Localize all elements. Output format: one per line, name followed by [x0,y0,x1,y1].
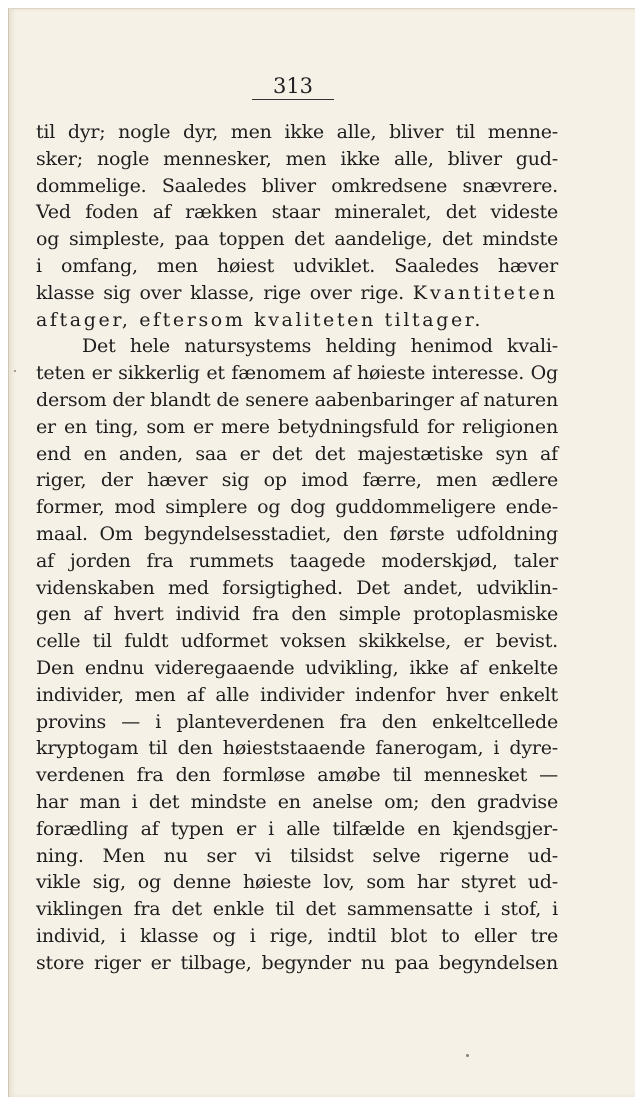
text-line: maal. Om begyndelsesstadiet, den første udfoldning [36,522,558,545]
paper-speck [14,370,16,372]
text-line: former, mod simplere og dog guddommeligere ende- [36,496,558,519]
text-line: og simpleste, paa toppen det aandelige, det mindste [36,228,558,251]
text-line: end en anden, saa er det det majestætiske syn af [36,442,558,465]
paragraph-start-line: Det hele natursystems helding henimod kvali- [82,335,558,358]
text-line: af jorden fra rummets taagede moderskjød, taler [36,549,558,572]
paper-speck [466,1054,469,1057]
text-line: store riger er tilbage, begynder nu paa begyndelsen [36,951,558,974]
text-line: teten er sikkerlig et fænomem af høieste interesse. Og [36,362,558,385]
text-line: ning. Men nu ser vi tilsidst selve rigerne ud- [36,844,558,867]
text-line: klasse sig over klasse, rige over rige. Kvantiteten [36,281,558,304]
text-line: videnskaben med forsigtighed. Det andet, udviklin- [36,576,558,599]
text-line: celle til fuldt udformet voksen skikkelse, er bevist. [36,630,558,653]
spaced-emphasis: Kvantiteten [412,281,558,304]
text-line: provins — i planteverdenen fra den enkeltcellede [36,710,558,733]
text-line: dommelige. Saaledes bliver omkredsene snævrere. [36,174,558,197]
text-line: gen af hvert individ fra den simple protoplasmiske [36,603,558,626]
text-line: individer, men af alle individer indenfor hver enkelt [36,683,558,706]
text-line: er en ting, som er mere betydningsfuld for religionen [36,415,558,438]
text-line: dersom der blandt de senere aabenbaringer af naturen [36,388,558,411]
text-line: Den endnu videregaaende udvikling, ikke af enkelte [36,656,558,679]
text-line: kryptogam til den høieststaaende fanerogam, i dyre- [36,737,558,760]
text-line: verdenen fra den formløse amøbe til mennesket — [36,764,558,787]
text-line: har man i det mindste en anelse om; den gradvise [36,790,558,813]
text-line: i omfang, men høiest udviklet. Saaledes hæver [36,254,558,277]
text-line: aftager, eftersom kvaliteten tiltager. [36,308,484,331]
page-number: 313 [252,74,334,100]
text-line: Ved foden af rækken staar mineralet, det videste [36,201,558,224]
text-line: til dyr; nogle dyr, men ikke alle, bliver til menne- [36,121,558,143]
body-text [36,119,558,977]
text-line: forædling af typen er i alle tilfælde en kjendsgjer- [36,817,558,840]
text-line: riger, der hæver sig op imod færre, men ædlere [36,469,558,492]
text-line: viklingen fra det enkle til det sammensatte i stof, i [36,898,558,921]
text-line: individ, i klasse og i rige, indtil blot to eller tre [36,924,558,947]
text-line: sker; nogle mennesker, men ikke alle, bliver gud- [36,147,558,170]
text-line: vikle sig, og denne høieste lov, som har styret ud- [36,871,558,894]
